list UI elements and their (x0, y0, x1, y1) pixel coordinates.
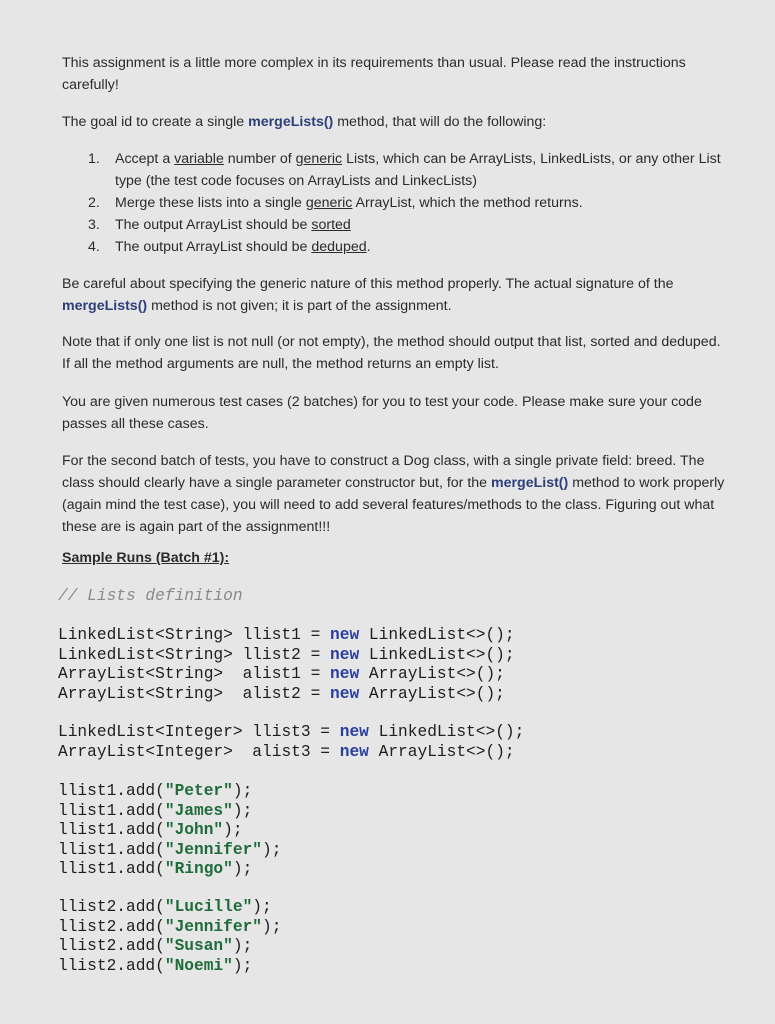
sample-runs-heading: Sample Runs (Batch #1): (62, 550, 230, 566)
paragraph-text: For the second batch of tests, you have to construct a Dog class, with a single private field: breed. The class should clearly have a single parameter constructor but, for the (62, 453, 705, 491)
paragraph-text: Be careful about specifying the generic nature of this method properly. The actual signature of the (62, 276, 674, 292)
code-line: LinkedList<String> llist1 = new LinkedList<>(); (58, 626, 515, 644)
code-line: llist1.add("Jennifer"); (58, 840, 282, 859)
item-text: Accept a (115, 151, 175, 167)
code-llist1-adds (58, 782, 281, 880)
code-line: llist2.add("Noemi"); (58, 956, 253, 975)
code-line: LinkedList<String> llist2 = new LinkedList<>(); (58, 645, 515, 664)
item-text: . (366, 239, 371, 255)
method-name: mergeLists() (62, 298, 148, 314)
code-line: ArrayList<Integer> alist3 = new ArrayList<>(); (58, 742, 515, 761)
goal-suffix: method, that will do the following: (333, 114, 547, 130)
code-line: LinkedList<Integer> llist3 = new LinkedList<>(); (58, 723, 525, 741)
requirements-list (88, 148, 728, 258)
requirement-item (88, 236, 728, 258)
code-comment: // Lists definition (58, 587, 243, 605)
code-line: llist1.add("John"); (58, 821, 243, 839)
item-text: Lists, which can be ArrayLists, LinkedLists, or any other List type (the test code focuses on ArrayLists and LinkecLists) (115, 151, 721, 189)
requirement-item (88, 192, 728, 214)
intro-paragraph: This assignment is a little more complex in its requirements than usual. Please read the instructions carefully! (62, 55, 686, 93)
underlined-term: variable (174, 151, 224, 167)
item-number: 2. (88, 195, 100, 211)
underlined-term: deduped (311, 239, 367, 255)
paragraph-text: method to work properly (again mind the test case), you will need to add several features/methods to the class. Figuring out what these are is again part of the assignment!!! (62, 475, 725, 535)
item-text: The output ArrayList should be (115, 217, 312, 233)
code-line: llist2.add("Susan"); (58, 937, 253, 955)
item-number: 1. (88, 151, 100, 167)
item-text: Merge these lists into a single (115, 195, 306, 211)
method-name: mergeLists() (248, 114, 334, 130)
goal-paragraph (62, 111, 732, 133)
item-number: 4. (88, 239, 100, 255)
code-llist2-adds (58, 898, 281, 976)
second-batch-paragraph (62, 450, 738, 538)
item-text: ArrayList, which the method returns. (352, 195, 583, 211)
code-line: llist2.add("Jennifer"); (58, 917, 282, 936)
underlined-term: generic (295, 151, 343, 167)
underlined-term: generic (305, 195, 353, 211)
code-line: ArrayList<String> alist1 = new ArrayList<>(); (58, 665, 505, 683)
careful-paragraph (62, 273, 732, 317)
code-line: llist2.add("Lucille"); (58, 898, 272, 916)
method-name: mergeList() (491, 475, 569, 491)
code-line: llist1.add("James"); (58, 801, 253, 820)
code-line: llist1.add("Peter"); (58, 782, 253, 800)
item-text: number of (223, 151, 296, 167)
code-declarations-integers (58, 723, 524, 762)
note-paragraph: Note that if only one list is not null (or not empty), the method should output that list, sorted and deduped. If all the method arguments are null, the method returns an empty list. (62, 334, 721, 372)
goal-prefix: The goal id to create a single (62, 114, 249, 130)
code-line: ArrayList<String> alist2 = new ArrayList<>(); (58, 684, 505, 703)
test-cases-paragraph: You are given numerous test cases (2 batches) for you to test your code. Please make sure your code passes all these cases. (62, 394, 702, 432)
item-number: 3. (88, 217, 100, 233)
paragraph-text: method is not given; it is part of the assignment. (147, 298, 452, 314)
code-line: llist1.add("Ringo"); (58, 860, 253, 878)
code-declarations-strings (58, 626, 515, 704)
requirement-item (88, 214, 728, 236)
item-text: The output ArrayList should be (115, 239, 312, 255)
requirement-item (88, 148, 728, 192)
underlined-term: sorted (311, 217, 351, 233)
